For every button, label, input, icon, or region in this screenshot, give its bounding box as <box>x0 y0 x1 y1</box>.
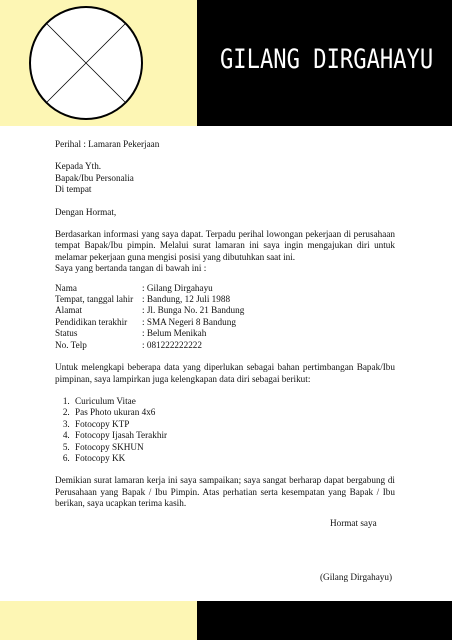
info-value: : Jl. Bunga No. 21 Bandung <box>142 305 245 316</box>
closing-salutation: Hormat saya <box>330 518 377 528</box>
info-value: : Bandung, 12 Juli 1988 <box>142 294 231 305</box>
greeting: Dengan Hormat, <box>55 206 117 217</box>
intro-paragraph: Berdasarkan informasi yang saya dapat. Terpadu perihal lowongan pekerjaan di perusahaan tempat Bapak/Ibu pimpin. Melalui surat lamaran ini saya ingin mengajukan diri untuk melamar pekerjaan guna mengisi posisi yang dibutuhkan saat ini. <box>55 229 395 262</box>
info-label: Nama <box>55 282 77 293</box>
info-label: Alamat <box>55 305 83 316</box>
info-row <box>55 305 244 316</box>
signature-name: (Gilang Dirgahayu) <box>320 572 393 582</box>
info-value: : Gilang Dirgahayu <box>142 282 213 293</box>
info-label: No. Telp <box>55 339 87 350</box>
info-label: Tempat, tanggal lahir <box>55 294 134 305</box>
footer-dark-block <box>197 601 452 640</box>
info-value: : 081222222222 <box>142 339 202 350</box>
info-value: : Belum Menikah <box>142 328 207 339</box>
info-row <box>55 340 244 351</box>
list-item: 3. Fotocopy KTP <box>72 419 395 430</box>
applicant-name: GILANG DIRGAHAYU <box>219 44 434 75</box>
recipient-line: Kepada Yth. <box>55 161 102 172</box>
letter-body <box>55 139 395 510</box>
subject-line: Perihal : Lamaran Pekerjaan <box>55 139 160 149</box>
info-row <box>55 283 244 294</box>
info-label: Status <box>55 328 78 339</box>
list-item: 1. Curiculum Vitae <box>72 396 395 407</box>
list-item: 6. Fotocopy KK <box>72 453 395 464</box>
recipient-line: Di tempat <box>55 184 92 195</box>
info-label: Pendidikan terakhir <box>55 316 128 327</box>
footer-accent-block <box>0 601 197 640</box>
info-row <box>55 317 244 328</box>
info-value: : SMA Negeri 8 Bandung <box>142 316 236 327</box>
list-item: 5. Fotocopy SKHUN <box>72 442 395 453</box>
list-item: 2. Pas Photo ukuran 4x6 <box>72 407 395 418</box>
list-item: 4. Fotocopy Ijasah Terakhir <box>72 430 395 441</box>
photo-placeholder-icon <box>28 5 144 121</box>
attachments-list <box>55 396 395 464</box>
attachments-intro: Untuk melengkapi beberapa data yang diperlukan sebagai bahan pertimbangan Bapak/Ibu pimpinan, saya lampirkan juga kelengkapan data diri sebagai berikut: <box>55 362 395 384</box>
recipient-line: Bapak/Ibu Personalia <box>55 172 134 183</box>
applicant-info-table <box>55 283 244 351</box>
closing-paragraph: Demikian surat lamaran kerja ini saya sampaikan; saya sangat berharap dapat bergabung di Perusahaan yang Bapak / Ibu Pimpin. Atas perhatian serta kesempatan yang Bapak / Ibu berikan, saya ucapkan terima kasih. <box>55 475 395 509</box>
info-row <box>55 328 244 339</box>
signer-intro: Saya yang bertanda tangan di bawah ini : <box>55 263 207 274</box>
info-row <box>55 294 244 305</box>
